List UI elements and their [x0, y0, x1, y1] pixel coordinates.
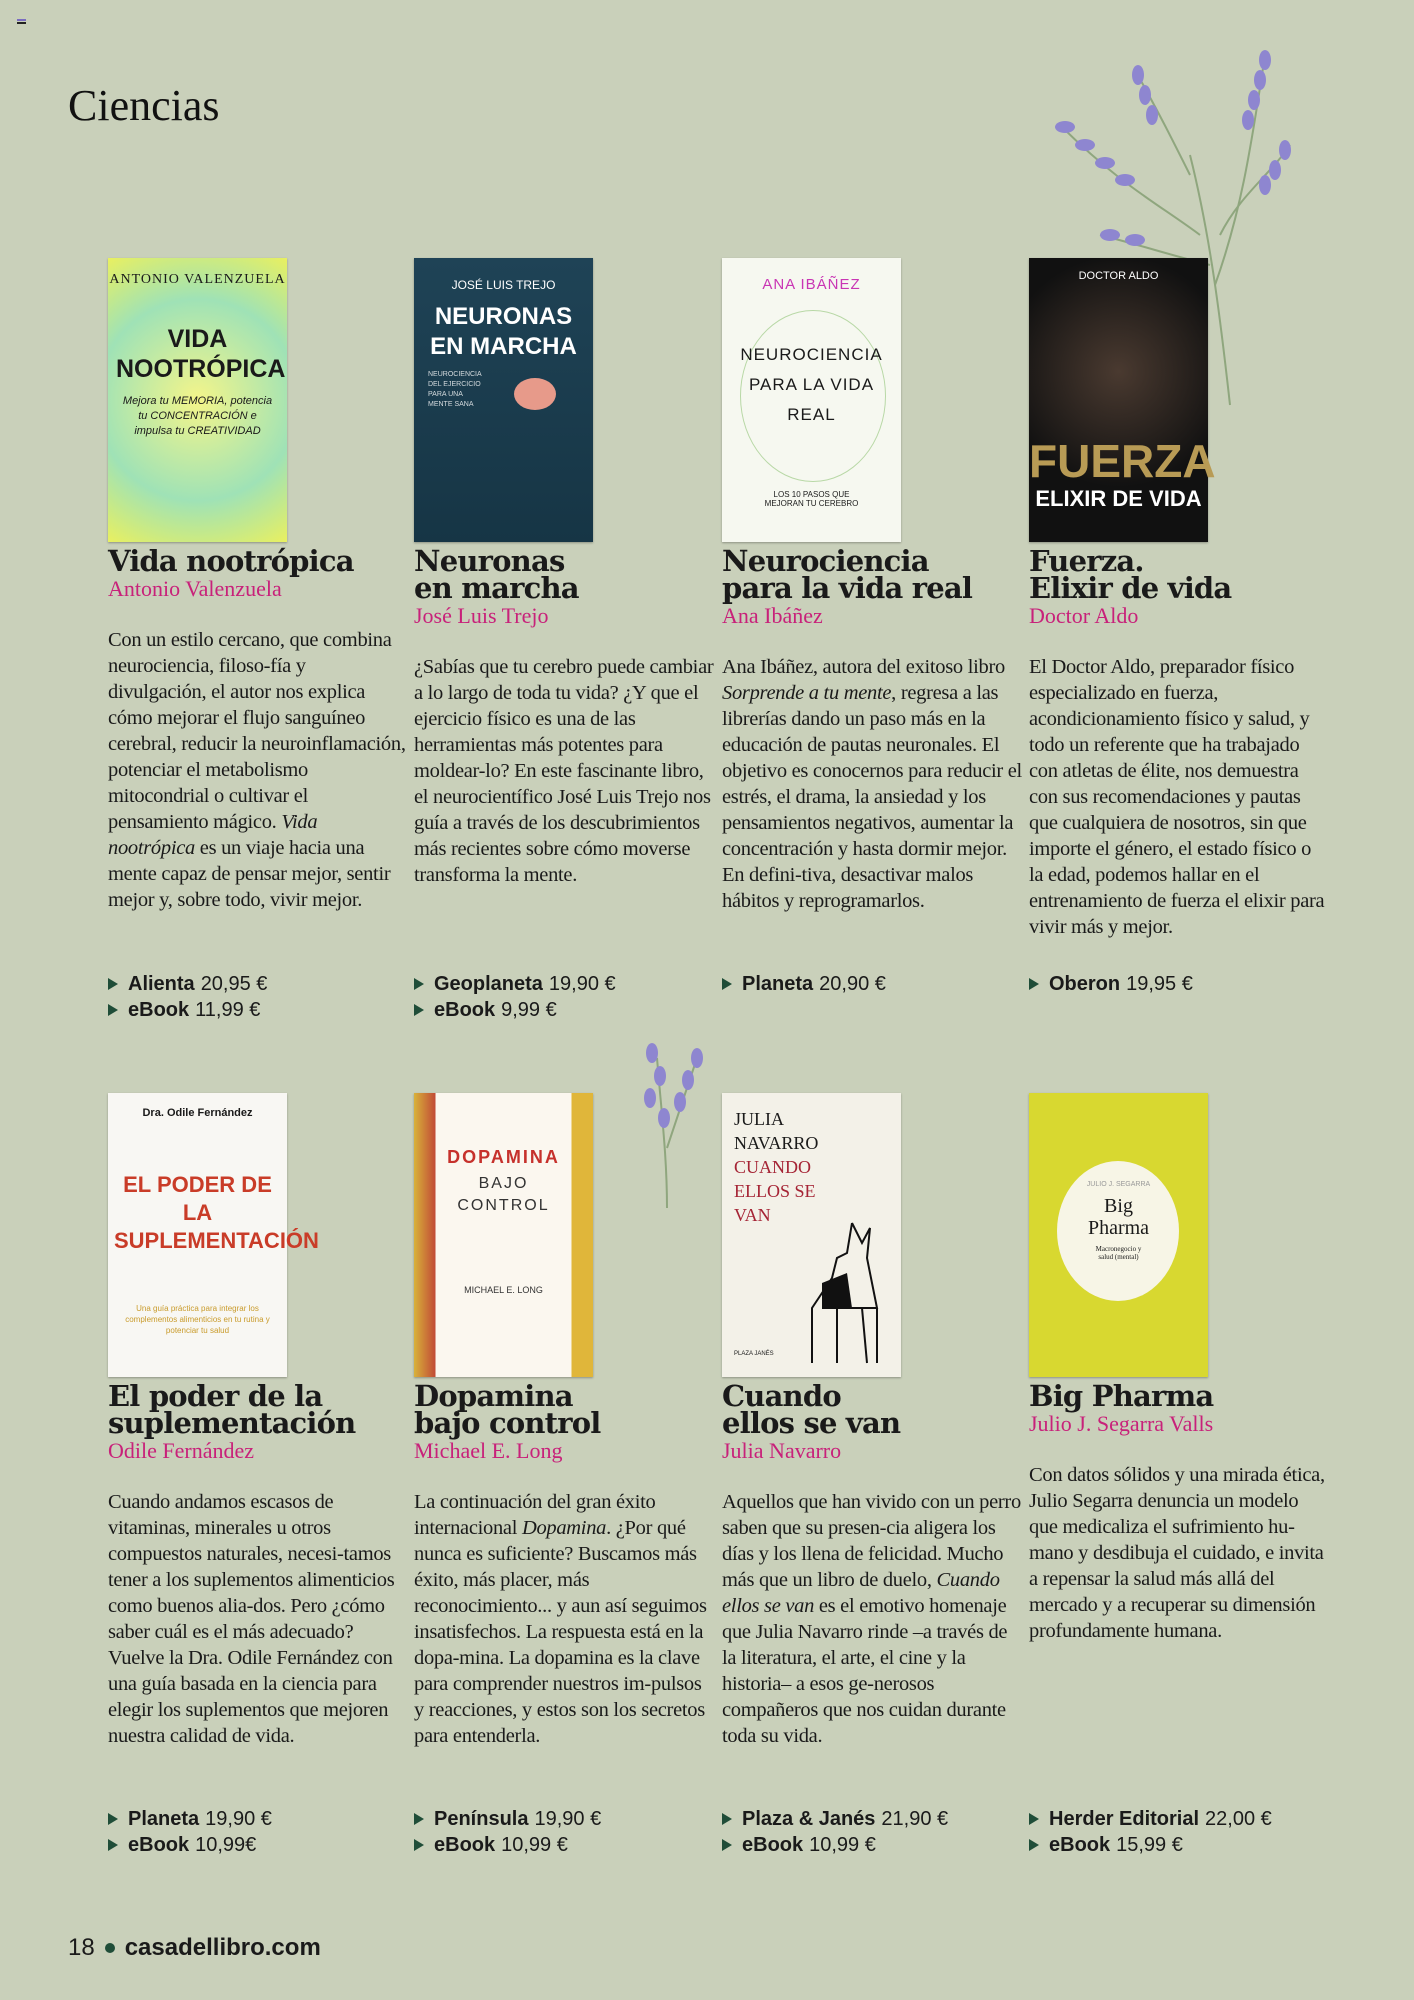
price-value: 15,99 € — [1116, 1834, 1183, 1856]
book-cover[interactable]: Dra. Odile Fernández EL PODER DE LA SUPLEMENTACIÓN Una guía práctica para integrar los complementos alimenticios en tu rutina y potenciar tu salud — [108, 1093, 287, 1377]
publisher-label: eBook — [128, 999, 190, 1021]
price-option[interactable] — [108, 997, 267, 1023]
book-title[interactable]: Dopamina bajo control — [414, 1379, 601, 1440]
price-list — [108, 971, 267, 1023]
book-info — [1029, 1379, 1329, 1644]
book-info — [1029, 544, 1329, 940]
price-option[interactable] — [1029, 1806, 1272, 1832]
price-list — [1029, 971, 1193, 997]
price-option[interactable] — [108, 1806, 272, 1832]
book-cover[interactable]: ANA IBÁÑEZ NEUROCIENCIA PARA LA VIDA REAL LOS 10 PASOS QUE MEJORAN TU CEREBRO — [722, 258, 901, 542]
book-card — [1029, 1093, 1329, 1377]
dog-illustration-icon — [792, 1218, 892, 1368]
description-text: es el emotivo homenaje que Julia Navarro rinde –a través de la literatura, el arte, el cine y la historia– a esos ge-nerosos compañeros que nos cuidan durante toda su vida. — [722, 1595, 1008, 1747]
play-triangle-icon — [108, 978, 118, 990]
book-title[interactable]: Neuronas en marcha — [414, 544, 579, 605]
book-author[interactable]: Ana Ibáñez — [722, 603, 823, 628]
book-title[interactable]: Neurociencia para la vida real — [722, 544, 973, 605]
book-card — [722, 258, 1022, 542]
play-triangle-icon — [1029, 978, 1039, 990]
publisher-label: Planeta — [128, 1808, 200, 1830]
price-option[interactable] — [722, 1832, 948, 1858]
publisher-label: Alienta — [128, 973, 195, 995]
book-info — [414, 1379, 714, 1749]
book-description — [722, 654, 1022, 914]
italic-book-reference: Sorprende a tu mente — [722, 682, 892, 704]
description-text: Ana Ibáñez, autora del exitoso libro — [722, 656, 1005, 678]
book-info — [722, 1379, 1022, 1749]
play-triangle-icon — [414, 1004, 424, 1016]
play-triangle-icon — [414, 1813, 424, 1825]
publisher-label: eBook — [434, 1834, 496, 1856]
publisher-label: Península — [434, 1808, 529, 1830]
page-footer — [68, 1934, 321, 1962]
price-option[interactable] — [722, 1806, 948, 1832]
play-triangle-icon — [108, 1813, 118, 1825]
publisher-label: Planeta — [742, 973, 814, 995]
price-option[interactable] — [414, 1832, 601, 1858]
page-marker-icon — [17, 19, 26, 25]
play-triangle-icon — [108, 1004, 118, 1016]
price-value: 19,90 € — [534, 1808, 602, 1830]
book-author[interactable]: Michael E. Long — [414, 1438, 563, 1463]
description-text: Con datos sólidos y una mirada ética, Julio Segarra denuncia un modelo que medicaliza el sufrimiento hu-mano y desdibuja el cuidado, e invita a repensar la salud más allá del mercado y a recuperar su dimensión profundamente humana. — [1029, 1464, 1325, 1642]
website-link[interactable]: casadellibro.com — [124, 1934, 321, 1961]
price-list — [414, 1806, 601, 1858]
book-title[interactable]: Cuando ellos se van — [722, 1379, 901, 1440]
book-cover[interactable]: ANTONIO VALENZUELA VIDA NOOTRÓPICA Mejora tu MEMORIA, potencia tu CONCENTRACIÓN e impulsa tu CREATIVIDAD — [108, 258, 287, 542]
price-option[interactable] — [108, 1832, 272, 1858]
book-description — [108, 627, 408, 913]
book-cover[interactable]: JULIA NAVARRO CUANDO ELLOS SE VAN PLAZA JANÉS — [722, 1093, 901, 1377]
price-value: 10,99 € — [809, 1834, 876, 1856]
book-info — [108, 544, 408, 913]
publisher-label: eBook — [1049, 1834, 1111, 1856]
price-value: 10,99€ — [195, 1834, 257, 1856]
play-triangle-icon — [722, 978, 732, 990]
italic-book-reference: Cuando ellos se van — [722, 1569, 1000, 1617]
book-info — [414, 544, 714, 888]
book-cover[interactable]: JULIO J. SEGARRA Big Pharma Macronegocio y salud (mental) — [1029, 1093, 1208, 1377]
book-author[interactable]: Julia Navarro — [722, 1438, 842, 1463]
publisher-label: eBook — [434, 999, 496, 1021]
description-text: . ¿Por qué nunca es suficiente? Buscamos más éxito, más placer, más reconocimiento... y aun así seguimos insatisfechos. La respuesta está en la dopa-mina. La dopamina es la clave para comprender nuestros im-pulsos y reacciones, y estos son los secretos para entenderla. — [414, 1517, 707, 1747]
price-option[interactable] — [414, 997, 616, 1023]
price-value: 20,95 € — [200, 973, 268, 995]
section-title: Ciencias — [68, 81, 220, 130]
book-description — [414, 1489, 714, 1749]
book-description — [1029, 654, 1329, 940]
price-value: 11,99 € — [195, 999, 261, 1021]
price-option[interactable] — [414, 1806, 601, 1832]
price-option[interactable] — [1029, 1832, 1272, 1858]
book-author[interactable]: José Luis Trejo — [414, 603, 549, 628]
book-title[interactable]: El poder de la suplementación — [108, 1379, 356, 1440]
book-title[interactable]: Fuerza. Elixir de vida — [1029, 544, 1232, 605]
price-list — [722, 1806, 948, 1858]
price-option[interactable] — [414, 971, 616, 997]
publisher-label: Herder Editorial — [1049, 1808, 1200, 1830]
price-option[interactable] — [722, 971, 886, 997]
play-triangle-icon — [722, 1839, 732, 1851]
page-number: 18 — [68, 1934, 95, 1961]
price-value: 19,90 € — [205, 1808, 272, 1830]
book-card — [1029, 258, 1329, 542]
play-triangle-icon — [1029, 1839, 1039, 1851]
description-text: ¿Sabías que tu cerebro puede cambiar a lo largo de toda tu vida? ¿Y que el ejercicio físico es una de las herramientas más potentes para moldear-lo? En este fascinante libro, el neurocientífico José Luis Trejo nos guía a través de los descubrimientos más recientes sobre cómo moverse transforma la mente. — [414, 656, 714, 886]
book-info — [108, 1379, 408, 1749]
price-value: 9,99 € — [501, 999, 557, 1021]
book-card — [108, 1093, 408, 1377]
book-title[interactable]: Big Pharma — [1029, 1379, 1214, 1413]
book-card — [722, 1093, 1022, 1377]
bullet-dot-icon — [105, 1943, 115, 1953]
publisher-label: eBook — [742, 1834, 804, 1856]
description-text: , regresa a las librerías dando un paso más en la educación de pautas neuronales. El objetivo es conocernos para reducir el estrés, el drama, la ansiedad y los pensamientos negativos, aumentar la concentración y hasta dormir mejor. En defini-tiva, desactivar malos hábitos y reprogramarlos. — [722, 682, 1022, 912]
publisher-label: Oberon — [1049, 973, 1121, 995]
book-author[interactable]: Julio J. Segarra Valls — [1029, 1411, 1214, 1436]
play-triangle-icon — [1029, 1813, 1039, 1825]
play-triangle-icon — [414, 1839, 424, 1851]
book-cover[interactable]: JOSÉ LUIS TREJO NEURONAS EN MARCHA NEUROCIENCIA DEL EJERCICIO PARA UNA MENTE SANA — [414, 258, 593, 542]
book-card — [414, 1093, 714, 1377]
brain-icon — [514, 378, 556, 410]
book-description — [414, 654, 714, 888]
book-description — [108, 1489, 408, 1749]
book-description — [722, 1489, 1022, 1749]
play-triangle-icon — [108, 1839, 118, 1851]
book-author[interactable]: Doctor Aldo — [1029, 603, 1139, 628]
price-list — [1029, 1806, 1272, 1858]
price-option[interactable] — [1029, 971, 1193, 997]
description-text: Aquellos que han vivido con un perro saben que su presen-cia aligera los días y los llena de felicidad. Mucho más que un libro de duelo, — [722, 1491, 1021, 1591]
book-card — [108, 258, 408, 542]
price-value: 21,90 € — [881, 1808, 949, 1830]
book-cover[interactable]: DOPAMINA BAJO CONTROL MICHAEL E. LONG — [414, 1093, 593, 1377]
play-triangle-icon — [722, 1813, 732, 1825]
price-value: 19,95 € — [1126, 973, 1193, 995]
description-text: Con un estilo cercano, que combina neurociencia, filoso-fía y divulgación, el autor nos explica cómo mejorar el flujo sanguíneo cerebral, reducir la neuroinflamación, potenciar el metabolismo mitocondrial o cultivar el pensamiento mágico. — [108, 629, 406, 833]
description-text: Cuando andamos escasos de vitaminas, minerales u otros compuestos naturales, necesi-tamos tener a los suplementos alimenticios como buenos alia-dos. Pero ¿cómo saber cuál es el más adecuado? Vuelve la Dra. Odile Fernández con una guía basada en la ciencia para elegir los suplementos que mejoren nuestra calidad de vida. — [108, 1491, 395, 1747]
book-info — [722, 544, 1022, 914]
price-value: 19,90 € — [548, 973, 616, 995]
price-value: 22,00 € — [1205, 1808, 1272, 1830]
italic-book-reference: Vida nootrópica — [108, 811, 318, 859]
book-author[interactable]: Odile Fernández — [108, 1438, 254, 1463]
italic-book-reference: Dopamina — [521, 1517, 607, 1539]
price-list — [722, 971, 886, 997]
publisher-label: eBook — [128, 1834, 190, 1856]
play-triangle-icon — [414, 978, 424, 990]
description-text: La continuación del gran éxito internacional — [414, 1491, 656, 1539]
book-card — [414, 258, 714, 542]
book-cover[interactable]: DOCTOR ALDO FUERZA ELIXIR DE VIDA — [1029, 258, 1208, 542]
book-title[interactable]: Vida nootrópica — [108, 544, 354, 578]
publisher-label: Plaza & Janés — [742, 1808, 876, 1830]
price-value: 10,99 € — [501, 1834, 568, 1856]
book-description — [1029, 1462, 1329, 1644]
price-value: 20,90 € — [819, 973, 886, 995]
description-text: es un viaje hacia una mente capaz de pensar mejor, sentir mejor y, sobre todo, vivir mejor. — [108, 837, 391, 911]
price-list — [108, 1806, 272, 1858]
price-list — [414, 971, 616, 1023]
publisher-label: Geoplaneta — [434, 973, 543, 995]
price-option[interactable] — [108, 971, 267, 997]
book-author[interactable]: Antonio Valenzuela — [108, 576, 282, 601]
description-text: El Doctor Aldo, preparador físico especializado en fuerza, acondicionamiento físico y salud, y todo un referente que ha trabajado con atletas de élite, nos demuestra con sus recomendaciones y pautas que cualquiera de nosotros, sin que importe el género, el estado físico o la edad, podemos hallar en el entrenamiento de fuerza el elixir para vivir más y mejor. — [1029, 656, 1325, 938]
